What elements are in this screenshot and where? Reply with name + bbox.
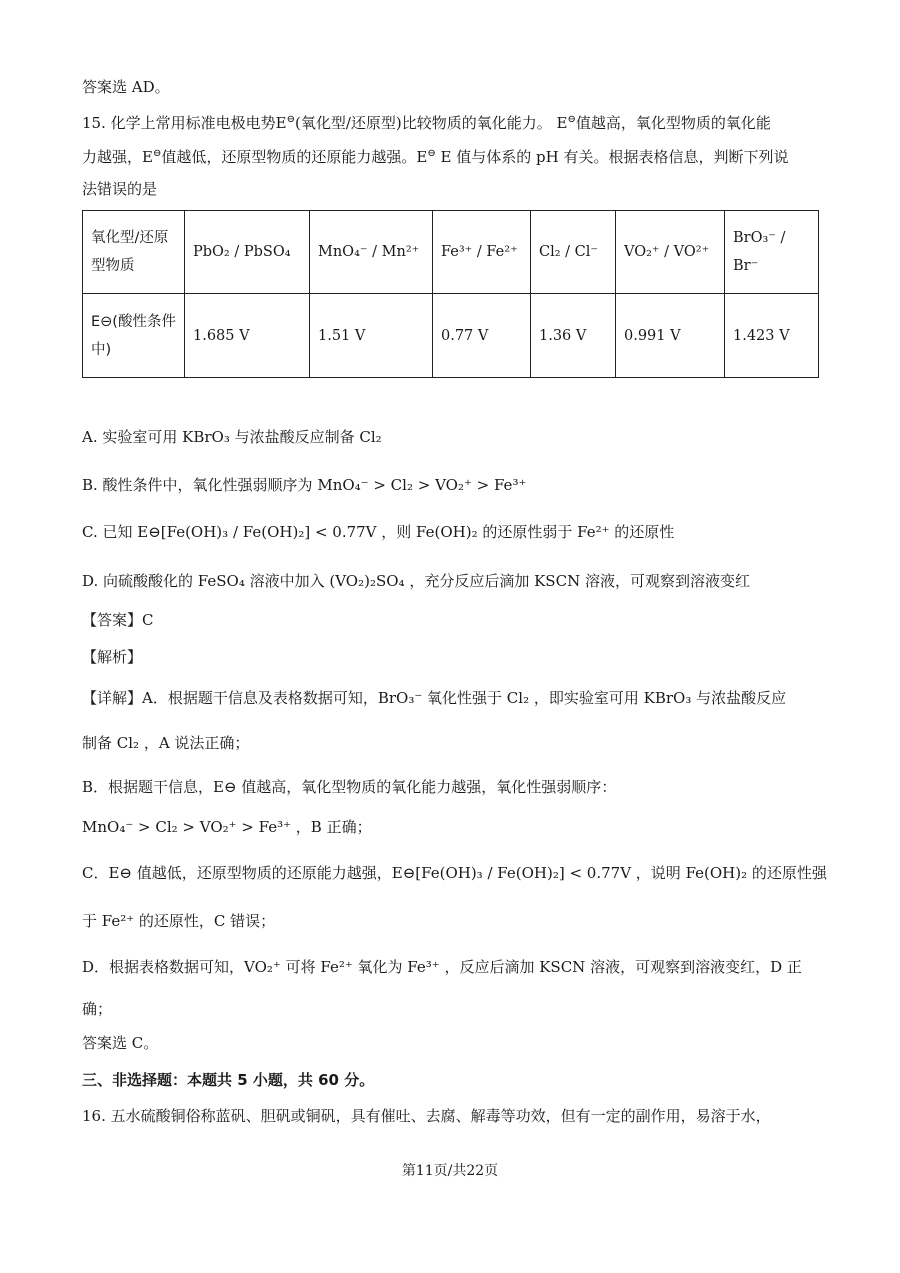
q15-text: 力越强，	[82, 148, 143, 166]
couple-cell: Cl₂ / Cl⁻	[531, 211, 616, 294]
e-symbol: E	[275, 114, 287, 132]
value-cell: 1.36 V	[531, 294, 616, 378]
theta-symbol: ⊖	[567, 114, 576, 125]
option-c: C. 已知 E⊖[Fe(OH)₃ / Fe(OH)₂] < 0.77V ，则 Fe(OH)₂ 的还原性弱于 Fe²⁺ 的还原性	[82, 523, 675, 541]
couple-cell: VO₂⁺ / VO²⁺	[616, 211, 725, 294]
e-symbol: E	[416, 148, 428, 166]
value-cell: 1.423 V	[725, 294, 819, 378]
explanation-a-line-1: 【详解】A．根据题干信息及表格数据可知，BrO₃⁻ 氧化性强于 Cl₂ ，即实验室可用 KBrO₃ 与浓盐酸反应	[82, 689, 787, 707]
header-label-cell: 氧化型/还原型物质	[83, 211, 185, 294]
e-symbol: E	[142, 148, 153, 166]
q15-text: 值越低，还原型物质的还原能力越强。	[161, 148, 417, 166]
q15-text: E 值与体系的 pH 有关。根据表格信息，判断下列说	[440, 148, 789, 166]
theta-symbol: ⊖	[152, 148, 162, 159]
option-a: A. 实验室可用 KBrO₃ 与浓盐酸反应制备 Cl₂	[82, 428, 382, 446]
theta-symbol: ⊖	[427, 148, 436, 159]
couple-cell: BrO₃⁻ / Br⁻	[725, 211, 819, 294]
table-header-row	[83, 211, 819, 294]
e-symbol: E	[556, 114, 568, 132]
q15-line-1	[82, 112, 771, 134]
q15-line-3: 法错误的是	[82, 180, 158, 198]
q15-text: (氧化型/还原型)比较物质的氧化能力。	[294, 114, 552, 132]
explanation-final: 答案选 C。	[82, 1034, 159, 1052]
value-cell: 0.77 V	[433, 294, 531, 378]
q15-text: 15. 化学上常用标准电极电势	[82, 114, 276, 132]
row-label-cell: E⊖(酸性条件中)	[83, 294, 185, 378]
previous-answer: 答案选 AD。	[82, 78, 170, 96]
explanation-c-line-2: 于 Fe²⁺ 的还原性，C 错误；	[82, 912, 276, 930]
table-value-row	[83, 294, 819, 378]
theta-symbol: ⊖	[286, 114, 295, 125]
q15-line-2	[82, 146, 788, 168]
electrode-potential-table	[82, 210, 819, 378]
explanation-b-line-1: B．根据题干信息，E⊖ 值越高，氧化型物质的氧化能力越强，氧化性强弱顺序：	[82, 778, 617, 796]
value-cell: 1.685 V	[185, 294, 310, 378]
answer-label: 【答案】C	[82, 611, 154, 629]
explanation-c-line-1: C．E⊖ 值越低，还原型物质的还原能力越强，E⊖[Fe(OH)₃ / Fe(OH)₂] < 0.77V ，说明 Fe(OH)₂ 的还原性强	[82, 864, 827, 882]
q15-text: 值越高，氧化型物质的氧化能	[575, 114, 771, 132]
page-footer: 第11页/共22页	[401, 1163, 499, 1179]
section-heading: 三、非选择题：本题共 5 小题，共 60 分。	[82, 1071, 375, 1089]
couple-cell: MnO₄⁻ / Mn²⁺	[310, 211, 433, 294]
q16-line-1: 16. 五水硫酸铜俗称蓝矾、胆矾或铜矾，具有催吐、去腐、解毒等功效，但有一定的副作用，易溶于水，	[82, 1107, 771, 1125]
analysis-label: 【解析】	[82, 648, 143, 666]
option-d: D. 向硫酸酸化的 FeSO₄ 溶液中加入 (VO₂)₂SO₄ ，充分反应后滴加 KSCN 溶液，可观察到溶液变红	[82, 572, 750, 590]
explanation-a-line-2: 制备 Cl₂ ，A 说法正确；	[82, 734, 250, 752]
value-cell: 1.51 V	[310, 294, 433, 378]
explanation-b-line-2: MnO₄⁻ > Cl₂ > VO₂⁺ > Fe³⁺ ，B 正确；	[82, 818, 372, 836]
explanation-d-line-1: D．根据表格数据可知，VO₂⁺ 可将 Fe²⁺ 氧化为 Fe³⁺ ，反应后滴加 KSCN 溶液，可观察到溶液变红，D 正	[82, 958, 802, 976]
couple-cell: Fe³⁺ / Fe²⁺	[433, 211, 531, 294]
explanation-d-line-2: 确；	[82, 1000, 113, 1018]
value-cell: 0.991 V	[616, 294, 725, 378]
option-b: B. 酸性条件中，氧化性强弱顺序为 MnO₄⁻ > Cl₂ > VO₂⁺ > Fe³⁺	[82, 476, 527, 494]
couple-cell: PbO₂ / PbSO₄	[185, 211, 310, 294]
